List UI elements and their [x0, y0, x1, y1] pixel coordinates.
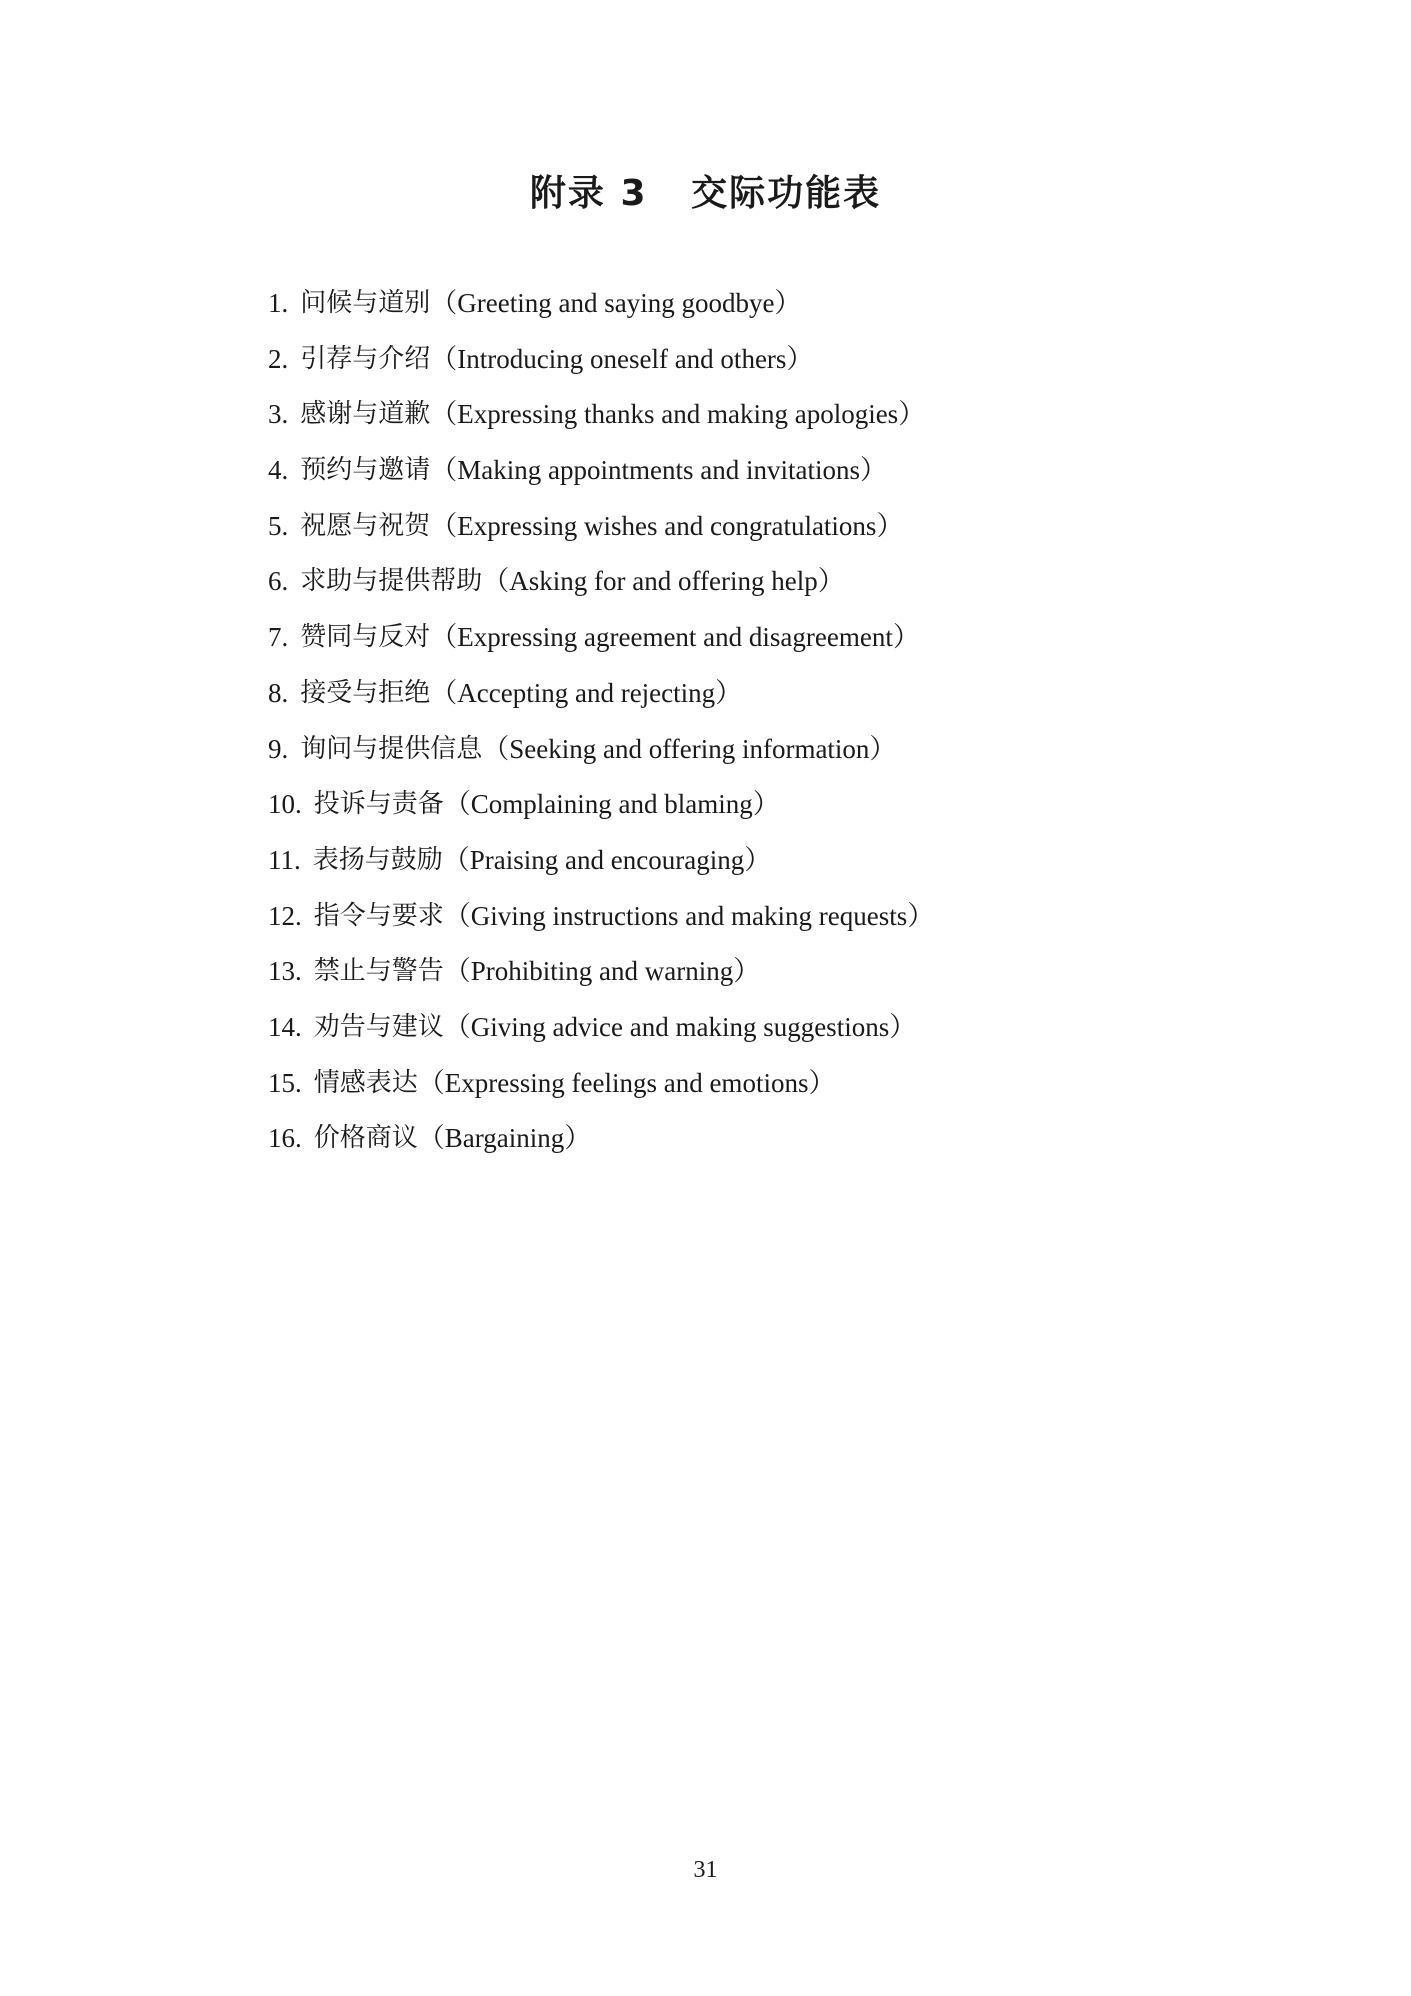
- item-english: （Making appointments and invitations）: [430, 455, 887, 486]
- function-list: [268, 283, 934, 1174]
- list-item: [268, 1118, 934, 1174]
- item-english: （Expressing feelings and emotions）: [417, 1067, 836, 1098]
- item-english: （Complaining and blaming）: [443, 789, 780, 820]
- item-english: （Introducing oneself and others）: [430, 343, 814, 374]
- item-english: （Accepting and rejecting）: [430, 677, 743, 708]
- list-item: [268, 784, 934, 840]
- item-chinese: 引荐与介绍: [300, 343, 431, 374]
- list-item: [268, 1007, 934, 1063]
- page-number: 31: [693, 1857, 718, 1883]
- list-item: [268, 673, 934, 729]
- item-number: 3.: [268, 399, 289, 430]
- item-english: （Asking for and offering help）: [482, 566, 845, 597]
- item-english: （Bargaining）: [417, 1123, 592, 1154]
- list-item: [268, 729, 934, 785]
- item-chinese: 祝愿与祝贺: [300, 510, 431, 541]
- item-english: （Praising and encouraging）: [442, 844, 772, 875]
- item-english: （Expressing thanks and making apologies）: [430, 399, 926, 430]
- list-item: [268, 951, 934, 1007]
- list-item: [268, 283, 934, 339]
- item-number: 15.: [268, 1067, 302, 1098]
- item-number: 8.: [268, 677, 289, 708]
- item-chinese: 投诉与责备: [313, 789, 444, 820]
- item-number: 4.: [268, 455, 289, 486]
- item-english: （Giving instructions and making requests）: [443, 900, 935, 931]
- item-number: 5.: [268, 510, 289, 541]
- list-item: [268, 394, 934, 450]
- item-number: 14.: [268, 1011, 302, 1042]
- item-english: （Prohibiting and warning）: [443, 956, 761, 987]
- item-english: （Seeking and offering information）: [482, 733, 897, 764]
- item-number: 13.: [268, 956, 302, 987]
- item-number: 9.: [268, 733, 289, 764]
- item-english: （Expressing wishes and congratulations）: [430, 510, 904, 541]
- item-english: （Giving advice and making suggestions）: [443, 1011, 917, 1042]
- list-item: [268, 506, 934, 562]
- item-number: 2.: [268, 343, 289, 374]
- item-chinese: 劝告与建议: [313, 1011, 444, 1042]
- item-english: （Greeting and saying goodbye）: [430, 288, 802, 318]
- item-number: 16.: [268, 1123, 302, 1154]
- item-chinese: 指令与要求: [313, 900, 444, 931]
- page-title: 附录 3 交际功能表: [529, 173, 882, 214]
- list-item: [268, 561, 934, 617]
- item-number: 12.: [268, 900, 302, 931]
- item-number: 11.: [268, 844, 301, 875]
- item-chinese: 感谢与道歉: [300, 399, 431, 430]
- list-item: [268, 617, 934, 673]
- item-number: 6.: [268, 566, 289, 597]
- item-chinese: 接受与拒绝: [300, 677, 431, 708]
- item-chinese: 询问与提供信息: [300, 733, 483, 764]
- item-english: （Expressing agreement and disagreement）: [430, 622, 920, 653]
- item-number: 7.: [268, 622, 289, 653]
- item-chinese: 问候与道别: [300, 288, 431, 318]
- item-chinese: 表扬与鼓励: [312, 844, 443, 875]
- list-item: [268, 450, 934, 506]
- item-number: 10.: [268, 789, 302, 820]
- item-chinese: 情感表达: [313, 1067, 418, 1098]
- item-chinese: 赞同与反对: [300, 622, 431, 653]
- item-chinese: 禁止与警告: [313, 956, 444, 987]
- item-chinese: 预约与邀请: [300, 455, 431, 486]
- item-chinese: 价格商议: [313, 1123, 418, 1154]
- list-item: [268, 1063, 934, 1119]
- list-item: [268, 339, 934, 395]
- item-number: 1.: [268, 288, 289, 318]
- item-chinese: 求助与提供帮助: [300, 566, 483, 597]
- list-item: [268, 840, 934, 896]
- list-item: [268, 896, 934, 952]
